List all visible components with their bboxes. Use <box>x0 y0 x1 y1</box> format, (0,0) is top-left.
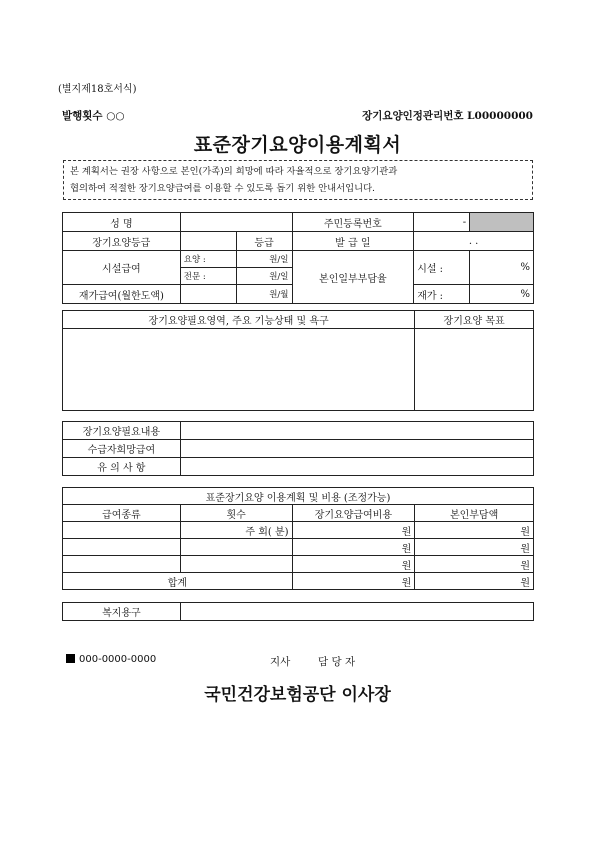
rrn-label: 주민등록번호 <box>292 213 414 232</box>
total-label: 합계 <box>63 573 293 590</box>
care-details-table <box>62 421 534 476</box>
count-field[interactable] <box>180 539 292 556</box>
specialty-unit: 원/일 <box>236 268 292 285</box>
notice-line-1: 본 계획서는 권장 사항으로 본인(가족)의 희망에 따라 자율적으로 장기요양기관과 <box>70 166 398 177</box>
square-bullet-icon <box>66 654 75 663</box>
contact-phone <box>66 654 156 665</box>
home-rate-unit: % <box>470 285 534 304</box>
benefit-type-field[interactable] <box>63 522 181 539</box>
total-cost-field[interactable]: 원 <box>292 573 415 590</box>
care-goal-header: 장기요양 목표 <box>415 311 534 329</box>
grade-field[interactable] <box>180 232 236 251</box>
welfare-equipment-table <box>62 602 534 621</box>
specialty-label: 전문 : <box>180 268 236 285</box>
notice-box <box>63 160 533 200</box>
caution-label: 유 의 사 항 <box>63 458 181 476</box>
benefit-type-field[interactable] <box>63 556 181 573</box>
rrn-front-field[interactable] <box>414 213 470 232</box>
total-copay-field[interactable]: 원 <box>415 573 534 590</box>
facility-benefit-label: 시설급여 <box>63 251 181 285</box>
form-number: (별지제18호서식) <box>58 84 137 95</box>
care-goal-field[interactable] <box>415 329 534 411</box>
issuing-organization: 국민건강보험공단 이사장 <box>204 685 391 705</box>
table-row <box>63 556 534 573</box>
copay-field[interactable]: 원 <box>415 522 534 539</box>
care-cost-field[interactable]: 원 <box>292 556 415 573</box>
beneficiary-info-table <box>62 212 534 304</box>
col-benefit-type: 급여종류 <box>63 505 181 522</box>
grade-label: 장기요양등급 <box>63 232 181 251</box>
table-row <box>63 539 534 556</box>
care-cost-field[interactable]: 원 <box>292 539 415 556</box>
grade-unit: 등급 <box>236 232 292 251</box>
home-benefit-label: 재가급여(월한도액) <box>63 285 181 304</box>
total-row <box>63 573 534 590</box>
copay-field[interactable]: 원 <box>415 539 534 556</box>
rrn-dash: - <box>462 216 467 228</box>
caution-field[interactable] <box>180 458 533 476</box>
plan-header: 표준장기요양 이용계획 및 비용 (조정가능) <box>63 488 534 505</box>
issue-date-field[interactable]: . . <box>414 232 534 251</box>
notice-line-2: 협의하여 적절한 장기요양급여를 이용할 수 있도록 돕기 위한 안내서입니다. <box>70 183 376 194</box>
branch-label: 지사 <box>270 656 291 668</box>
care-cost-field[interactable]: 원 <box>292 522 415 539</box>
count-field[interactable]: 주 회( 분) <box>180 522 292 539</box>
copay-rate-label: 본인일부부담율 <box>292 251 414 304</box>
required-content-field[interactable] <box>180 422 533 440</box>
copay-field[interactable]: 원 <box>415 556 534 573</box>
needs-goal-table <box>62 310 534 411</box>
col-count: 횟수 <box>180 505 292 522</box>
rrn-back-field[interactable] <box>470 213 534 232</box>
phone-number: 000-0000-0000 <box>79 654 157 665</box>
col-care-cost: 장기요양급여비용 <box>292 505 415 522</box>
issue-date-label: 발 급 일 <box>292 232 414 251</box>
management-number: 장기요양인정관리번호 L00000000 <box>362 110 533 122</box>
table-row <box>63 522 534 539</box>
home-rate-label: 재가 : <box>414 285 470 304</box>
col-copay: 본인부담액 <box>415 505 534 522</box>
count-field[interactable] <box>180 556 292 573</box>
benefit-type-field[interactable] <box>63 539 181 556</box>
desired-benefit-field[interactable] <box>180 440 533 458</box>
needs-area-field[interactable] <box>63 329 415 411</box>
nursing-unit: 원/일 <box>236 251 292 268</box>
needs-area-header: 장기요양필요영역, 주요 기능상태 및 욕구 <box>63 311 415 329</box>
facility-rate-unit: % <box>470 251 534 285</box>
nursing-label: 요양 : <box>180 251 236 268</box>
welfare-equipment-label: 복지용구 <box>63 603 181 621</box>
plan-cost-table <box>62 487 534 590</box>
home-benefit-field[interactable] <box>180 285 236 304</box>
document-title: 표준장기요양이용계획서 <box>193 134 402 156</box>
name-field[interactable] <box>180 213 292 232</box>
facility-rate-label: 시설 : <box>414 251 470 285</box>
welfare-equipment-field[interactable] <box>180 603 533 621</box>
issue-count: 발행횟수 ○○ <box>62 110 125 122</box>
desired-benefit-label: 수급자희망급여 <box>63 440 181 458</box>
required-content-label: 장기요양필요내용 <box>63 422 181 440</box>
person-in-charge-label: 담 당 자 <box>318 656 356 668</box>
name-label: 성 명 <box>63 213 181 232</box>
home-benefit-unit: 원/월 <box>236 285 292 304</box>
